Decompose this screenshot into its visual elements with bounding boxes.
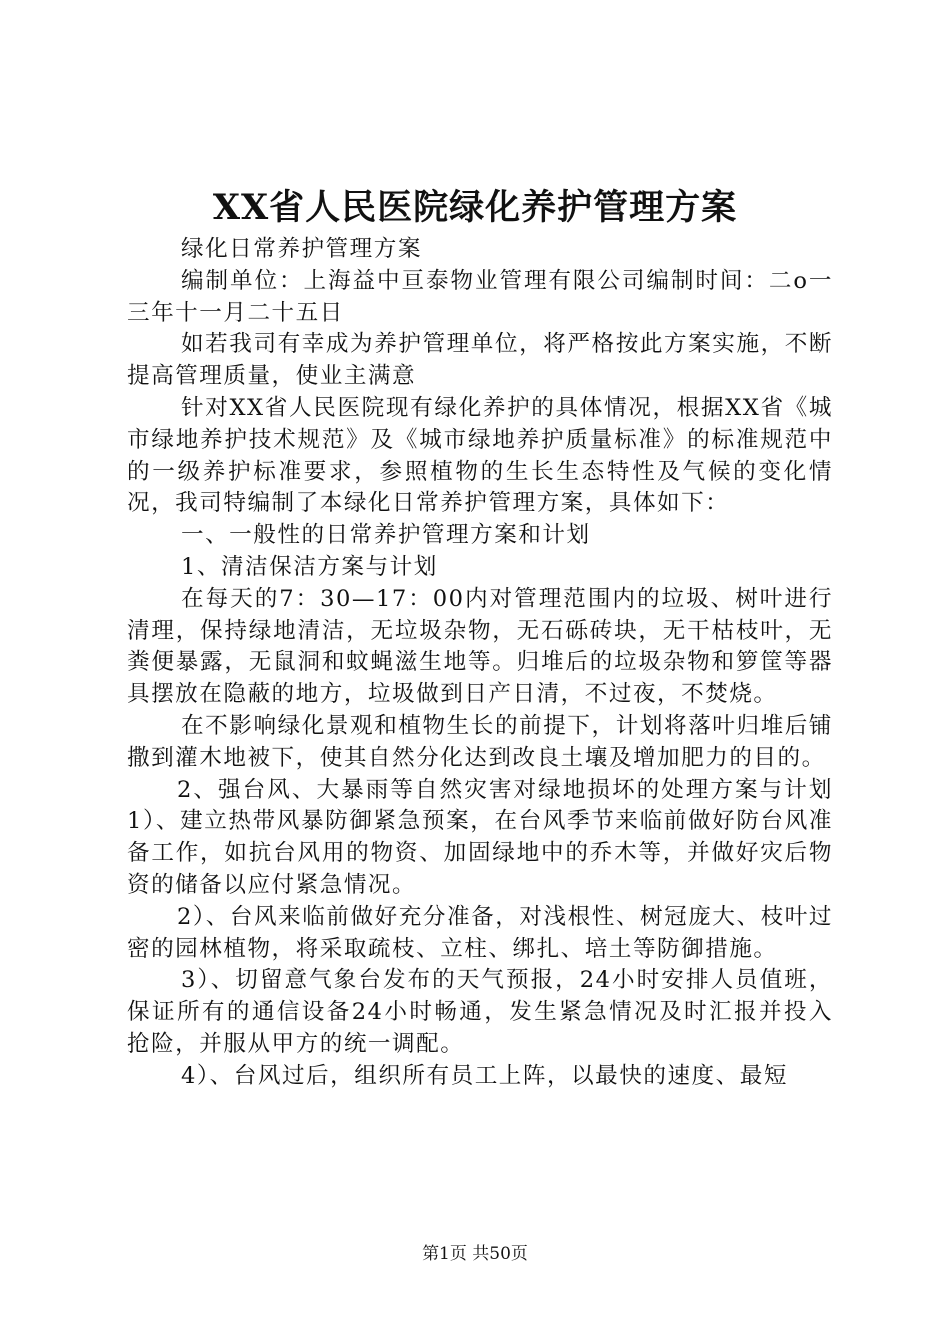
paragraph-cleaning-schedule: 在每天的7：30—17：00内对管理范围内的垃圾、树叶进行清理，保持绿地清洁，无垃圾杂物，无石砾砖块，无干枯枝叶，无粪便暴露，无鼠洞和蚊蝇滋生地等。归堆后的垃圾杂物和箩筐等器具摆放在隐蔽的地方，垃圾做到日产日清，不过夜，不焚烧。 [127, 585, 833, 708]
document-title: XX省人民医院绿化养护管理方案 [212, 187, 738, 228]
paragraph-weather-watch: 3）、切留意气象台发布的天气预报，24小时安排人员值班，保证所有的通信设备24小时畅通，发生紧急情况及时汇报并投入抢险，并服从甲方的统一调配。 [127, 967, 833, 1057]
section-heading-1: 一、一般性的日常养护管理方案和计划 [181, 522, 591, 549]
paragraph-subtitle: 绿化日常养护管理方案 [181, 236, 422, 262]
document-body [127, 234, 833, 1093]
paragraph-post-typhoon: 4）、台风过后，组织所有员工上阵，以最快的速度、最短 [181, 1062, 788, 1089]
paragraph-compiler-info: 编制单位：上海益中亘泰物业管理有限公司编制时间：二o一三年十一月二十五日 [127, 267, 833, 326]
subsection-heading-cleaning: 1、清洁保洁方案与计划 [181, 553, 438, 580]
page-number-footer: 第1页 共50页 [422, 1244, 528, 1264]
paragraph-typhoon-preparation: 2）、台风来临前做好充分准备，对浅根性、树冠庞大、枝叶过密的园林植物，将采取疏枝、立柱、绑扎、培土等防御措施。 [127, 903, 833, 962]
paragraph-basis: 针对XX省人民医院现有绿化养护的具体情况，根据XX省《城市绿地养护技术规范》及《城市绿地养护质量标准》的标准规范中的一级养护标准要求，参照植物的生长生态特性及气候的变化情况，我司特编制了本绿化日常养护管理方案，具体如下： [127, 394, 833, 517]
paragraph-commitment: 如若我司有幸成为养护管理单位，将严格按此方案实施，不断提高管理质量，使业主满意 [127, 331, 833, 390]
paragraph-leaf-mulching: 在不影响绿化景观和植物生长的前提下，计划将落叶归堆后铺撒到灌木地被下，使其自然分化达到改良土壤及增加肥力的目的。 [127, 712, 833, 771]
paragraph-typhoon-plan: 2、强台风、大暴雨等自然灾害对绿地损坏的处理方案与计划1）、建立热带风暴防御紧急预案，在台风季节来临前做好防台风准备工作，如抗台风用的物资、加固绿地中的乔木等，并做好灾后物资的储备以应付紧急情况。 [127, 776, 833, 898]
